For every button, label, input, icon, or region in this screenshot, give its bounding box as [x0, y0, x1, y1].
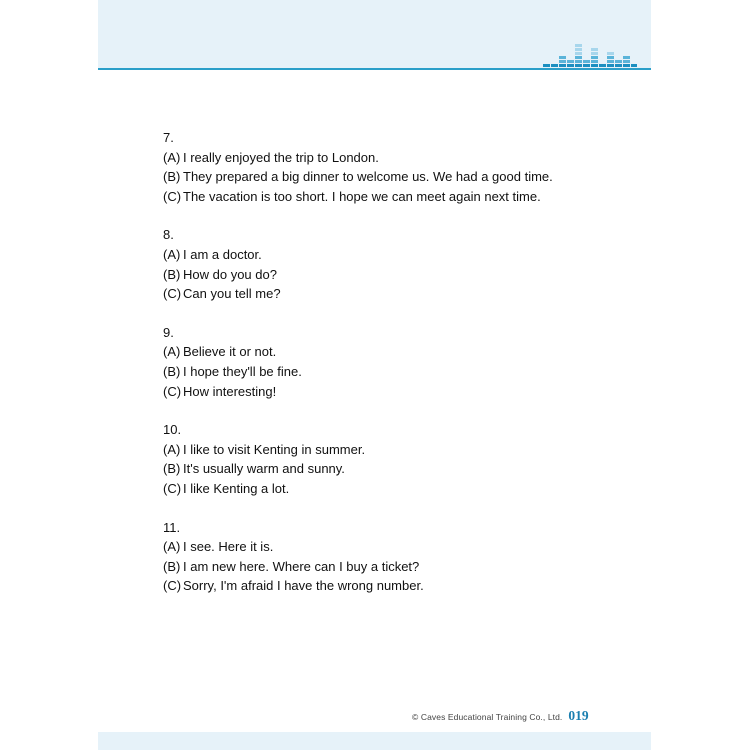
option-letter: (A)	[163, 539, 181, 555]
equalizer-segment	[559, 60, 566, 63]
answer-option	[163, 148, 623, 168]
answer-option	[163, 382, 623, 402]
option-letter: (B)	[163, 558, 181, 574]
footer-band	[98, 732, 651, 750]
equalizer-segment	[631, 64, 637, 67]
option-letter: (A)	[163, 441, 181, 457]
option-text: I am new here. Where can I buy a ticket?	[183, 558, 420, 574]
option-text: How interesting!	[183, 383, 277, 399]
option-letter: (C)	[163, 578, 182, 594]
equalizer-segment	[591, 64, 598, 67]
equalizer-segment	[591, 56, 598, 59]
equalizer-segment	[567, 64, 574, 67]
option-letter: (A)	[163, 246, 181, 262]
equalizer-segment	[575, 56, 582, 59]
option-letter: (C)	[163, 383, 182, 399]
equalizer-segment	[575, 48, 582, 51]
answer-option	[163, 537, 623, 557]
equalizer-segment	[607, 64, 614, 67]
option-text: I really enjoyed the trip to London.	[183, 149, 379, 165]
option-letter: (B)	[163, 266, 181, 282]
answer-option	[163, 342, 623, 362]
question-number: 8.	[163, 227, 174, 243]
copyright-text: © Caves Educational Training Co., Ltd.	[412, 712, 563, 722]
equalizer-segment	[559, 56, 566, 59]
option-letter: (C)	[163, 480, 182, 496]
option-text: I like to visit Kenting in summer.	[183, 441, 366, 457]
equalizer-segment	[607, 52, 614, 55]
option-text: How do you do?	[183, 266, 277, 282]
option-text: Believe it or not.	[183, 344, 277, 360]
equalizer-segment	[543, 64, 550, 67]
equalizer-segment	[575, 60, 582, 63]
answer-option	[163, 187, 623, 207]
answer-option	[163, 576, 623, 596]
option-text: They prepared a big dinner to welcome us. We had a good time.	[183, 169, 553, 185]
equalizer-segment	[607, 60, 614, 63]
equalizer-segment	[583, 64, 590, 67]
question-item	[163, 420, 623, 498]
option-letter: (B)	[163, 363, 181, 379]
answer-option	[163, 479, 623, 499]
answer-option	[163, 265, 623, 285]
answer-option	[163, 557, 623, 577]
equalizer-segment	[575, 44, 582, 47]
option-text: Sorry, I'm afraid I have the wrong number.	[183, 578, 424, 594]
option-letter: (A)	[163, 344, 181, 360]
option-text: The vacation is too short. I hope we can meet again next time.	[183, 188, 541, 204]
option-text: I like Kenting a lot.	[183, 480, 290, 496]
equalizer-segment	[623, 56, 630, 59]
equalizer-segment	[615, 64, 622, 67]
equalizer-segment	[591, 48, 598, 51]
answer-option	[163, 440, 623, 460]
option-letter: (C)	[163, 188, 182, 204]
answer-option	[163, 167, 623, 187]
equalizer-segment	[583, 60, 590, 63]
equalizer-segment	[623, 60, 630, 63]
option-letter: (B)	[163, 169, 181, 185]
question-number: 11.	[163, 519, 181, 535]
option-text: Can you tell me?	[183, 286, 281, 302]
question-number: 9.	[163, 324, 174, 340]
question-item	[163, 323, 623, 401]
equalizer-segment	[607, 56, 614, 59]
question-list	[163, 128, 623, 615]
equalizer-segment	[575, 64, 582, 67]
equalizer-segment	[615, 60, 622, 63]
question-item	[163, 128, 623, 206]
equalizer-segment	[567, 60, 574, 63]
equalizer-segment	[559, 64, 566, 67]
equalizer-segment	[591, 52, 598, 55]
equalizer-segment	[575, 52, 582, 55]
page-number: 019	[568, 708, 589, 723]
answer-option	[163, 284, 623, 304]
question-item	[163, 225, 623, 303]
answer-option	[163, 362, 623, 382]
question-number: 7.	[163, 130, 174, 145]
question-item	[163, 518, 623, 596]
option-letter: (B)	[163, 461, 181, 477]
option-text: It's usually warm and sunny.	[183, 461, 345, 477]
question-number: 10.	[163, 422, 182, 438]
equalizer-segment	[623, 64, 630, 67]
page-footer	[412, 708, 589, 724]
header-rule	[98, 68, 651, 70]
answer-option	[163, 459, 623, 479]
option-text: I see. Here it is.	[183, 539, 274, 555]
equalizer-segment	[551, 64, 558, 67]
option-text: I am a doctor.	[183, 246, 262, 262]
equalizer-bars-icon	[543, 28, 637, 68]
option-letter: (A)	[163, 149, 181, 165]
option-letter: (C)	[163, 286, 182, 302]
equalizer-segment	[599, 64, 606, 67]
equalizer-segment	[591, 60, 598, 63]
option-text: I hope they'll be fine.	[183, 363, 302, 379]
answer-option	[163, 245, 623, 265]
